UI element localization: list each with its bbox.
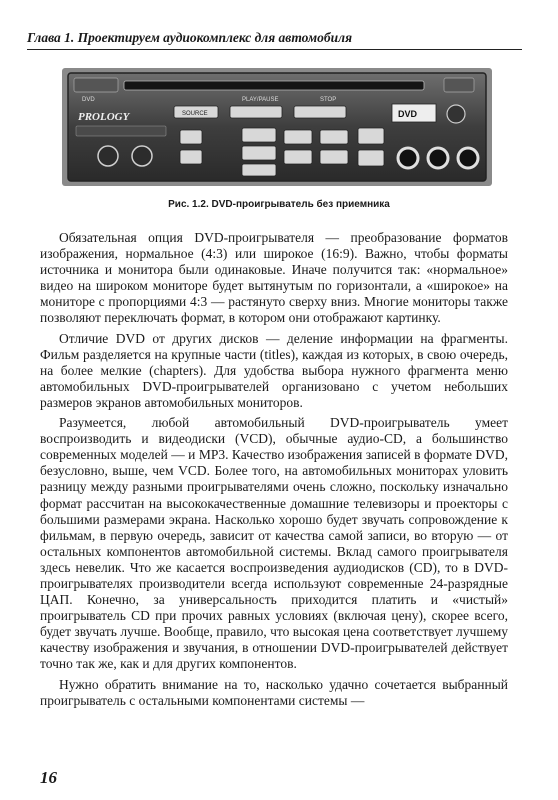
dvd-player-photo	[62, 68, 492, 186]
paragraph: Отличие DVD от других дисков — деление информации на фрагменты. Фильм разделяется на крупные части (titles), каждая из которых, в свою очередь, на более мелкие (chapters). Для удобства выбора нужного фрагмента меню автомобильных DVD-проигрывателей организовано с учетом небольших размеров экранов автомобильных мониторов.	[40, 330, 508, 410]
source-button-label: SOURCE	[182, 111, 208, 117]
dvd-logo-label: DVD	[398, 109, 418, 119]
paragraph: Обязательная опция DVD-проигрывателя — преобразование форматов изображения, нормальное (4:3) или широкое (16:9). Важно, чтобы форматы источника и монитора были одинаковые. Иначе получится так: «нормальное» видео на широком мониторе будет вытянутым по горизонтали, а «широкое» на мониторе с пропорциями 4:3 — растянуто сверху вниз. Многие мониторы также позволяют переключать формат, в котором они отображают картинку.	[40, 230, 508, 326]
brand-logo: PROLOGY	[78, 111, 130, 123]
stop-label: STOP	[320, 97, 337, 103]
page-number: 16	[40, 768, 57, 787]
paragraph: Разумеется, любой автомобильный DVD-проигрыватель умеет воспроизводить и видеодиски (VCD), обычные аудио-CD, а большинство современных моделей — и МР3. Качество изображения записей в формате DVD, безусловно, выше, чем VCD. Более того, на автомобильных мониторах уловить разницу между разными проигрывателями очень сложно, поскольку изначально формат рассчитан на высококачественные домашние телевизоры и проекторы с большими размерами экрана. Насколько хорошо будет звучать сопровождение к фильмам, в первую очередь, зависит от качества самой записи, во вторую — от остальных компонентов автомобильной системы. Вклад самого проигрывателя здесь невелик. Что же касается воспроизведения аудиодисков (CD), то в DVD-проигрывателях производители всегда используют современные 24-разрядные ЦАП. Конечно, за универсальность приходится платить и «чистый» проигрыватель CD при прочих равных условиях (включая цену), скорее всего, будет звучать лучше. Вообще, правило, что высокая цена соответствует лучшему качеству изображения и звучания, в отношении DVD-проигрывателей действует точно так же, как и для других компонентов.	[40, 415, 508, 672]
figure-caption: Рис. 1.2. DVD-проигрыватель без приемника	[168, 199, 390, 210]
body-text	[40, 230, 508, 713]
paragraph: Нужно обратить внимание на то, насколько удачно сочетается выбранный проигрыватель с остальными компонентами системы —	[40, 676, 508, 708]
dvd-top-label: DVD	[82, 97, 95, 103]
play-pause-label: PLAY/PAUSE	[242, 97, 279, 103]
running-header: Глава 1. Проектируем аудиокомплекс для автомобиля	[27, 30, 522, 50]
